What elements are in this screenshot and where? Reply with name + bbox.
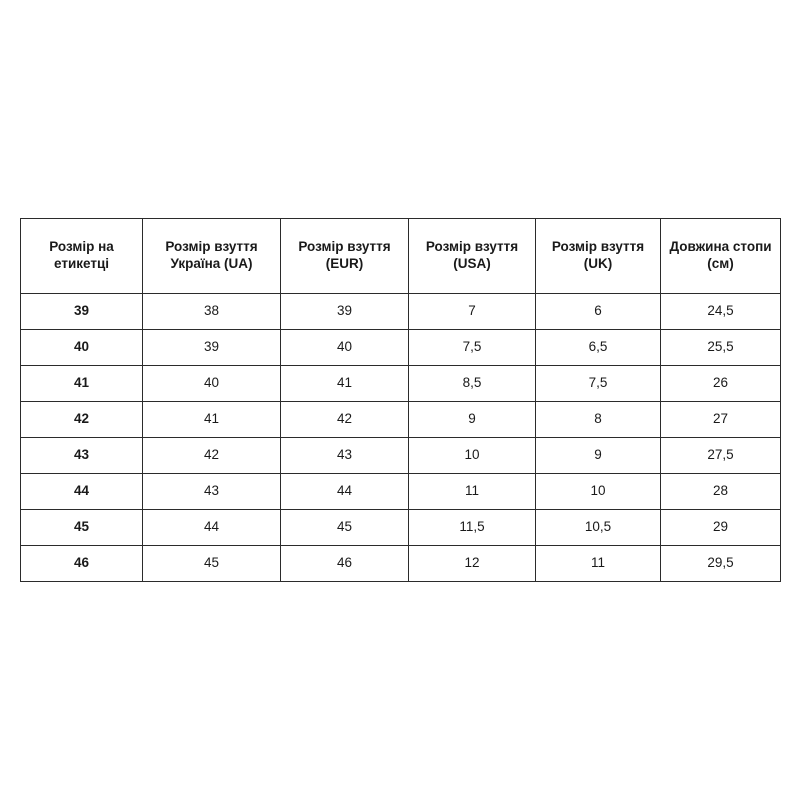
cell-uk-size: 6 <box>536 294 661 330</box>
table-header <box>21 219 781 294</box>
table-row <box>21 510 781 546</box>
cell-eur-size: 44 <box>281 474 409 510</box>
cell-eur-size: 42 <box>281 402 409 438</box>
cell-usa-size: 7,5 <box>409 330 536 366</box>
cell-label-size: 43 <box>21 438 143 474</box>
cell-foot-length: 26 <box>661 366 781 402</box>
cell-eur-size: 41 <box>281 366 409 402</box>
table-row <box>21 546 781 582</box>
column-header-ua-size: Розмір взуття Україна (UA) <box>143 219 281 294</box>
cell-uk-size: 8 <box>536 402 661 438</box>
table-row <box>21 330 781 366</box>
cell-ua-size: 40 <box>143 366 281 402</box>
cell-ua-size: 42 <box>143 438 281 474</box>
cell-uk-size: 9 <box>536 438 661 474</box>
cell-eur-size: 39 <box>281 294 409 330</box>
cell-uk-size: 10 <box>536 474 661 510</box>
cell-usa-size: 10 <box>409 438 536 474</box>
cell-foot-length: 24,5 <box>661 294 781 330</box>
cell-label-size: 44 <box>21 474 143 510</box>
cell-uk-size: 7,5 <box>536 366 661 402</box>
table-row <box>21 294 781 330</box>
cell-foot-length: 29 <box>661 510 781 546</box>
cell-label-size: 46 <box>21 546 143 582</box>
column-header-label-size: Розмір на етикетці <box>21 219 143 294</box>
cell-foot-length: 28 <box>661 474 781 510</box>
cell-uk-size: 10,5 <box>536 510 661 546</box>
cell-label-size: 45 <box>21 510 143 546</box>
cell-ua-size: 39 <box>143 330 281 366</box>
table-row <box>21 474 781 510</box>
cell-usa-size: 7 <box>409 294 536 330</box>
table-row <box>21 366 781 402</box>
table-body <box>21 294 781 582</box>
column-header-usa-size: Розмір взуття (USA) <box>409 219 536 294</box>
cell-label-size: 41 <box>21 366 143 402</box>
table-row <box>21 438 781 474</box>
cell-eur-size: 45 <box>281 510 409 546</box>
cell-usa-size: 8,5 <box>409 366 536 402</box>
size-chart-container <box>20 218 780 582</box>
cell-label-size: 40 <box>21 330 143 366</box>
cell-eur-size: 46 <box>281 546 409 582</box>
cell-ua-size: 44 <box>143 510 281 546</box>
cell-ua-size: 43 <box>143 474 281 510</box>
cell-usa-size: 9 <box>409 402 536 438</box>
cell-uk-size: 6,5 <box>536 330 661 366</box>
column-header-uk-size: Розмір взуття (UK) <box>536 219 661 294</box>
table-header-row <box>21 219 781 294</box>
cell-eur-size: 43 <box>281 438 409 474</box>
cell-foot-length: 27 <box>661 402 781 438</box>
cell-label-size: 42 <box>21 402 143 438</box>
cell-usa-size: 12 <box>409 546 536 582</box>
column-header-eur-size: Розмір взуття (EUR) <box>281 219 409 294</box>
column-header-foot-length: Довжина стопи (см) <box>661 219 781 294</box>
cell-uk-size: 11 <box>536 546 661 582</box>
cell-usa-size: 11,5 <box>409 510 536 546</box>
cell-foot-length: 25,5 <box>661 330 781 366</box>
shoe-size-table <box>20 218 781 582</box>
cell-foot-length: 27,5 <box>661 438 781 474</box>
table-row <box>21 402 781 438</box>
cell-eur-size: 40 <box>281 330 409 366</box>
cell-ua-size: 45 <box>143 546 281 582</box>
cell-ua-size: 38 <box>143 294 281 330</box>
cell-usa-size: 11 <box>409 474 536 510</box>
cell-label-size: 39 <box>21 294 143 330</box>
cell-ua-size: 41 <box>143 402 281 438</box>
cell-foot-length: 29,5 <box>661 546 781 582</box>
